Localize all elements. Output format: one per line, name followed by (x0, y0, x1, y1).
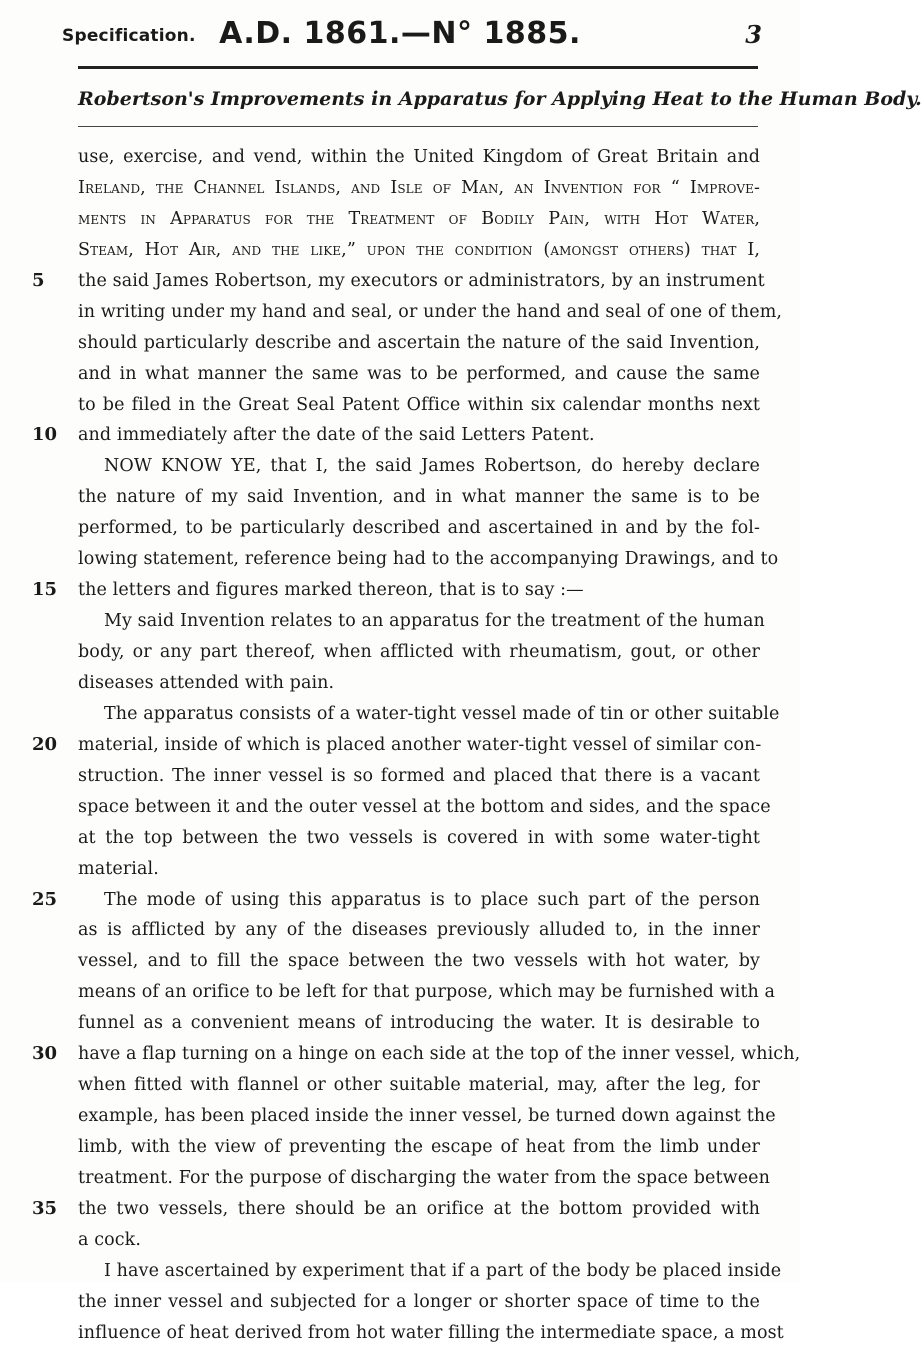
line-text: influence of heat derived from hot water filling the intermediate space, a most (78, 1322, 784, 1343)
running-subtitle: Robertson's Improvements in Apparatus for Applying Heat to the Human Body. (78, 88, 922, 110)
text-line (0, 699, 800, 730)
header-rule (78, 66, 758, 69)
line-number: 5 (32, 269, 45, 291)
text-line (0, 390, 800, 421)
line-text: as is afflicted by any of the diseases previously alluded to, in the inner (78, 920, 760, 941)
text-line (0, 235, 800, 266)
text-line (0, 359, 800, 390)
line-text: to be filed in the Great Seal Patent Office within six calendar months next (78, 394, 760, 415)
text-line (0, 1225, 800, 1256)
text-line (0, 1163, 800, 1194)
line-text: lowing statement, reference being had to the accompanying Drawings, and to (78, 549, 779, 570)
text-line (0, 173, 800, 204)
text-line (0, 328, 800, 359)
text-line (0, 730, 800, 761)
line-text: material. (78, 858, 159, 879)
text-line (0, 482, 800, 513)
line-text: the nature of my said Invention, and in what manner the same is to be (78, 487, 760, 508)
text-line (0, 513, 800, 544)
line-text: should particularly describe and ascertain the nature of the said Invention, (78, 332, 760, 353)
line-text: use, exercise, and vend, within the United Kingdom of Great Britain and (78, 147, 760, 167)
line-text: ments in Apparatus for the Treatment of Bodily Pain, with Hot Water, (78, 208, 760, 229)
subtitle-rule (78, 126, 758, 127)
body-text (0, 142, 800, 1349)
line-text: and in what manner the same was to be performed, and cause the same (78, 363, 760, 384)
line-text: a cock. (78, 1229, 142, 1250)
text-line (0, 266, 800, 297)
line-text: struction. The inner vessel is so formed and placed that there is a vacant (78, 765, 760, 786)
text-line (0, 420, 800, 451)
header-specification-label: Specification. (62, 26, 196, 46)
line-text: funnel as a convenient means of introducing the water. It is desirable to (78, 1013, 760, 1034)
text-line (0, 946, 800, 977)
line-text: have a flap turning on a hinge on each side at the top of the inner vessel, which, (78, 1044, 801, 1065)
line-text: space between it and the outer vessel at the bottom and sides, and the space (78, 796, 771, 817)
line-text: the inner vessel and subjected for a longer or shorter space of time to the (78, 1291, 760, 1312)
text-line (0, 297, 800, 328)
text-line (0, 575, 800, 606)
text-line (0, 606, 800, 637)
line-text: NOW KNOW YE, that I, the said James Robertson, do hereby declare (104, 456, 760, 477)
page-number: 3 (745, 20, 762, 49)
line-text: at the top between the two vessels is covered in with some water-tight (78, 827, 760, 848)
text-line (0, 915, 800, 946)
line-text: My said Invention relates to an apparatus for the treatment of the human (104, 611, 765, 632)
line-number: 20 (32, 733, 58, 755)
line-text: the two vessels, there should be an orifice at the bottom provided with (78, 1198, 760, 1219)
line-number: 25 (32, 888, 58, 910)
line-text: body, or any part thereof, when afflicted with rheumatism, gout, or other (78, 642, 760, 662)
text-line (0, 885, 800, 916)
text-line (0, 451, 800, 482)
header-title: A.D. 1861.—N° 1885. (219, 16, 581, 51)
line-text: in writing under my hand and seal, or under the hand and seal of one of them, (78, 301, 783, 322)
line-text: means of an orifice to be left for that purpose, which may be furnished with a (78, 982, 776, 1003)
line-text: diseases attended with pain. (78, 672, 335, 693)
line-number: 15 (32, 579, 58, 601)
line-number: 35 (32, 1197, 58, 1219)
line-text: Ireland, the Channel Islands, and Isle of Man, an Invention for “ Improve- (78, 177, 760, 198)
line-text: the said James Robertson, my executors or administrators, by an instrument (78, 270, 765, 291)
text-line (0, 1039, 800, 1070)
line-text: Steam, Hot Air, and the like,” upon the condition (amongst others) that I, (78, 239, 760, 260)
line-text: the letters and figures marked thereon, that is to say :— (78, 580, 584, 601)
line-text: treatment. For the purpose of discharging the water from the space between (78, 1167, 771, 1188)
text-line (0, 792, 800, 823)
text-line (0, 761, 800, 792)
text-line (0, 1101, 800, 1132)
text-line (0, 1287, 800, 1318)
text-line (0, 1008, 800, 1039)
text-line (0, 668, 800, 699)
text-line (0, 142, 800, 173)
line-text: I have ascertained by experiment that if a part of the body be placed inside (104, 1260, 782, 1281)
text-line (0, 854, 800, 885)
line-text: example, has been placed inside the inner vessel, be turned down against the (78, 1106, 776, 1127)
text-line (0, 1318, 800, 1349)
line-number: 10 (32, 424, 58, 446)
line-text: vessel, and to fill the space between the two vessels with hot water, by (78, 951, 760, 972)
text-line (0, 1194, 800, 1225)
text-line (0, 977, 800, 1008)
line-text: performed, to be particularly described and ascertained in and by the fol- (78, 518, 760, 539)
text-line (0, 1132, 800, 1163)
line-text: limb, with the view of preventing the escape of heat from the limb under (78, 1137, 760, 1157)
text-line (0, 823, 800, 854)
line-number: 30 (32, 1043, 58, 1065)
text-line (0, 544, 800, 575)
text-line (0, 1256, 800, 1287)
line-text: when fitted with flannel or other suitable material, may, after the leg, for (78, 1075, 760, 1096)
line-text: The mode of using this apparatus is to place such part of the person (104, 889, 760, 910)
text-line (0, 204, 800, 235)
line-text: material, inside of which is placed another water-tight vessel of similar con- (78, 734, 762, 755)
text-line (0, 1070, 800, 1101)
text-line (0, 637, 800, 668)
line-text: and immediately after the date of the said Letters Patent. (78, 425, 595, 446)
line-text: The apparatus consists of a water-tight vessel made of tin or other suitable (104, 703, 780, 724)
